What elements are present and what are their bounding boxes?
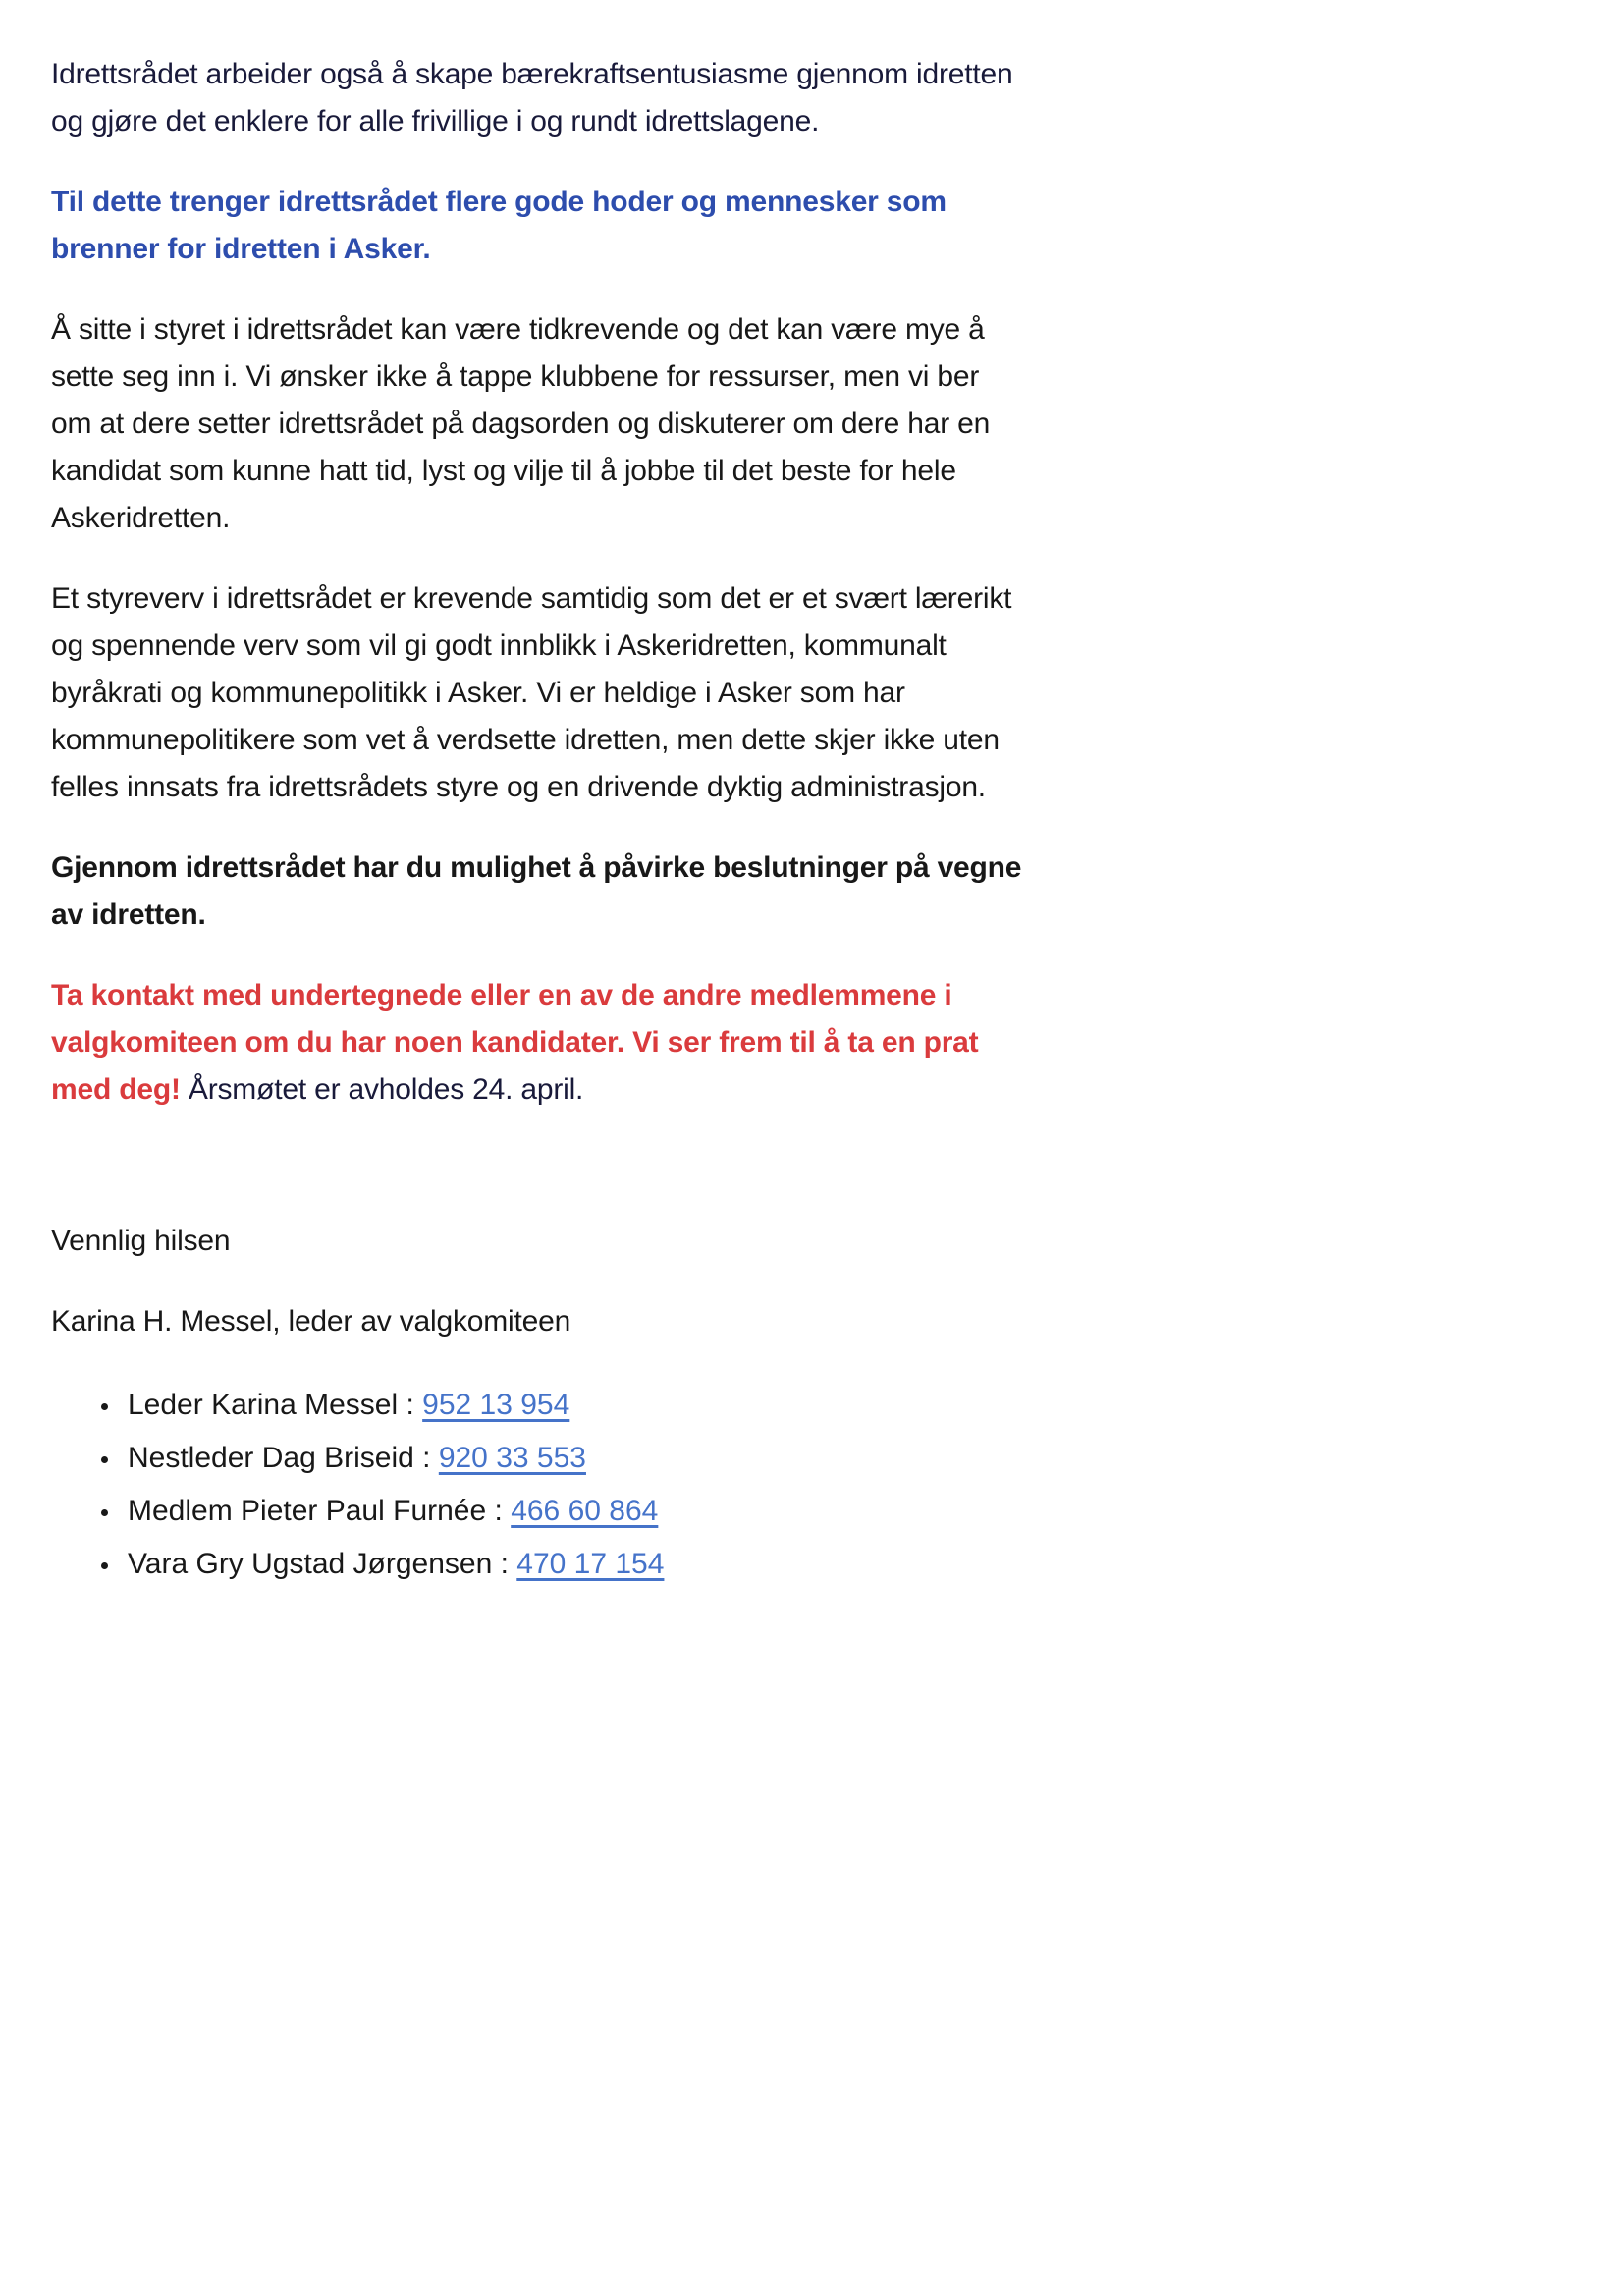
list-item-contact [122, 1485, 1023, 1538]
list-item-contact [122, 1432, 1023, 1485]
phone-link[interactable]: 470 17 154 [516, 1548, 665, 1580]
phone-link[interactable]: 952 13 954 [422, 1389, 570, 1421]
contact-label: Nestleder Dag Briseid : [128, 1442, 431, 1474]
list-item-contact [122, 1538, 1023, 1591]
paragraph-contact-callout [51, 972, 1023, 1114]
contact-label: Vara Gry Ugstad Jørgensen : [128, 1548, 509, 1580]
contact-label: Medlem Pieter Paul Furnée : [128, 1495, 503, 1527]
annual-meeting-note: Årsmøtet er avholdes 24. april. [188, 1073, 584, 1106]
document-content [51, 51, 1023, 1591]
contact-callout-red-text: Ta kontakt med undertegnede eller en av de andre medlemmene i valgkomiteen om du har noen kandidater. Vi ser frem til å ta en prat med deg! [51, 979, 979, 1106]
closing-salutation: Vennlig hilsen [51, 1225, 231, 1257]
list-item-contact [122, 1379, 1023, 1432]
phone-link[interactable]: 920 33 553 [438, 1442, 586, 1474]
phone-link[interactable]: 466 60 864 [511, 1495, 659, 1527]
closing-signature: Karina H. Messel, leder av valgkomiteen [51, 1305, 571, 1338]
blank-spacer [51, 1147, 1023, 1218]
contact-label: Leder Karina Messel : [128, 1389, 414, 1421]
paragraph-blue-callout: Til dette trenger idrettsrådet flere gode hoder og mennesker som brenner for idretten i Asker. [51, 186, 947, 265]
contact-list [51, 1379, 1023, 1591]
paragraph-board-role: Et styreverv i idrettsrådet er krevende samtidig som det er et svært lærerikt og spennende verv som vil gi godt innblikk i Askeridretten, kommunalt byråkrati og kommunepolitikk i Asker. Vi er heldige i Asker som har kommunepolitikere som vet å verdsette idretten, men dette skjer ikke uten felles innsats fra idrettsrådets styre og en drivende dyktig administrasjon. [51, 582, 1012, 803]
paragraph-influence-bold: Gjennom idrettsrådet har du mulighet å påvirke beslutninger på vegne av idretten. [51, 851, 1022, 931]
paragraph-intro: Idrettsrådet arbeider også å skape bærekraftsentusiasme gjennom idretten og gjøre det enklere for alle frivillige i og rundt idrettslagene. [51, 58, 1013, 137]
paragraph-board-time: Å sitte i styret i idrettsrådet kan være tidkrevende og det kan være mye å sette seg inn i. Vi ønsker ikke å tappe klubbene for ressurser, men vi ber om at dere setter idrettsrådet på dagsorden og diskuterer om dere har en kandidat som kunne hatt tid, lyst og vilje til å jobbe til det beste for hele Askeridretten. [51, 313, 991, 534]
